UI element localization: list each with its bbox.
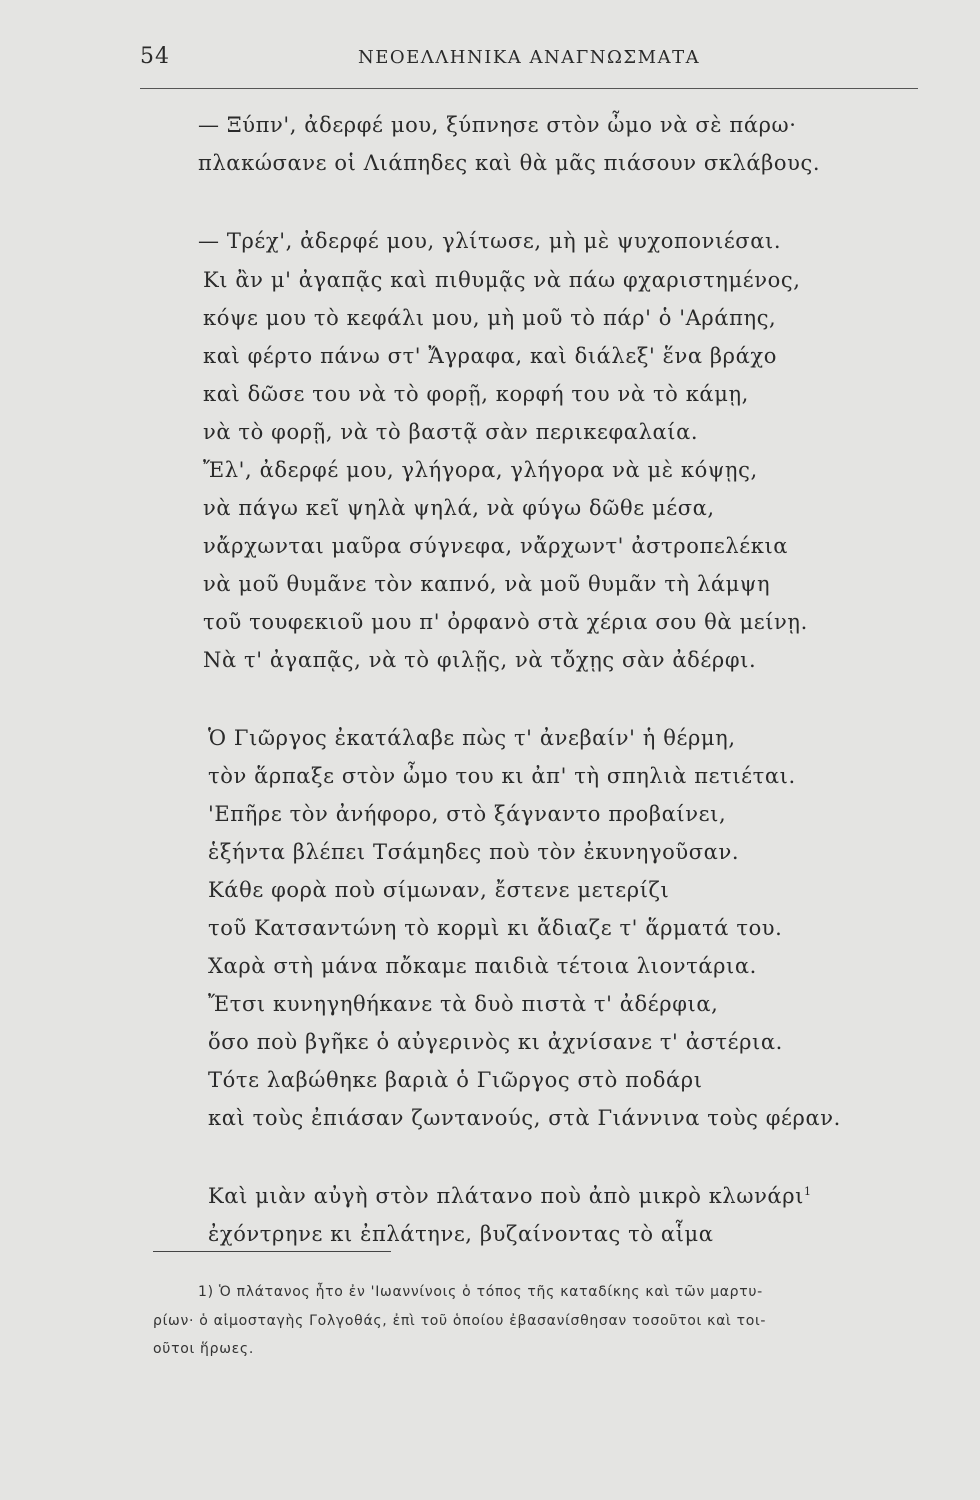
verse-line: Κι ἂν μ' ἀγαπᾷς καὶ πιθυμᾷς νὰ πάω φχαριστημένος,	[203, 268, 801, 292]
footnote-marker: 1	[804, 1185, 812, 1198]
page-header	[140, 44, 920, 78]
verse-line: Ὁ Γιῶργος ἐκατάλαβε πὼς τ' ἀνεβαίν' ἡ θέρμη,	[208, 726, 736, 750]
verse-line: Ἔλ', ἀδερφέ μου, γλήγορα, γλήγορα νὰ μὲ κόψῃς,	[203, 458, 758, 482]
verse-line: νἄρχωνται μαῦρα σύγνεφα, νἄρχωντ' ἀστροπελέκια	[203, 534, 789, 558]
verse-line: Κάθε φορὰ ποὺ σίμωναν, ἔστενε μετερίζι	[208, 878, 670, 902]
verse-line: καὶ τοὺς ἐπιάσαν ζωντανούς, στὰ Γιάννινα τοὺς φέραν.	[208, 1106, 841, 1130]
verse-line: Ἔτσι κυνηγηθήκανε τὰ δυὸ πιστὰ τ' ἀδέρφια,	[208, 992, 719, 1016]
verse-line: τοῦ Κατσαντώνη τὸ κορμὶ κι ἄδιαζε τ' ἅρματά του.	[208, 916, 783, 940]
verse-line: καὶ φέρτο πάνω στ' Ἄγραφα, καὶ διάλεξ' ἕνα βράχο	[203, 344, 777, 368]
verse-line	[208, 1186, 812, 1207]
verse-line: ἑξήντα βλέπει Τσάμηδες ποὺ τὸν ἐκυνηγοῦσαν.	[208, 840, 740, 864]
verse-line: Νὰ τ' ἀγαπᾷς, νὰ τὸ φιλῇς, νὰ τὄχῃς σὰν ἀδέρφι.	[203, 648, 757, 672]
verse-line: ὅσο ποὺ βγῆκε ὁ αὐγερινὸς κι ἀχνίσανε τ' ἀστέρια.	[208, 1030, 783, 1054]
verse-line: πλακώσανε οἱ Λιάπηδες καὶ θὰ μᾶς πιάσουν σκλάβους.	[198, 151, 821, 175]
footnote-line: ρίων· ὁ αἱμοσταγὴς Γολγοθάς, ἐπὶ τοῦ ὁποίου ἐβασανίσθησαν τοσοῦτοι καὶ τοι-	[153, 1313, 767, 1329]
verse-line: ἐχόντρηνε κι ἐπλάτηνε, βυζαίνοντας τὸ αἷμα	[208, 1222, 714, 1246]
verse-line: κόψε μου τὸ κεφάλι μου, μὴ μοῦ τὸ πάρ' ὁ 'Αράπης,	[203, 306, 777, 330]
footnote-line: 1) Ὁ πλάτανος ἦτο ἐν 'Ιωαννίνοις ὁ τόπος τῆς καταδίκης καὶ τῶν μαρτυ-	[198, 1284, 763, 1300]
verse-line: — Τρέχ', ἀδερφέ μου, γλίτωσε, μὴ μὲ ψυχοπονιέσαι.	[198, 229, 782, 253]
verse-line: Τότε λαβώθηκε βαριὰ ὁ Γιῶργος στὸ ποδάρι	[208, 1068, 703, 1092]
verse-line: καὶ δῶσε του νὰ τὸ φορῇ, κορφή του νὰ τὸ κάμῃ,	[203, 382, 749, 406]
verse-line: τὸν ἅρπαξε στὸν ὦμο του κι ἀπ' τὴ σπηλιὰ πετιέται.	[208, 764, 796, 788]
verse-line-text: Καὶ μιὰν αὐγὴ στὸν πλάτανο ποὺ ἀπὸ μικρὸ κλωνάρι	[208, 1184, 804, 1208]
verse-line: τοῦ τουφεκιοῦ μου π' ὀρφανὸ στὰ χέρια σου θὰ μείνῃ.	[203, 610, 808, 634]
verse-line: νὰ μοῦ θυμᾶνε τὸν καπνό, νὰ μοῦ θυμᾶν τὴ λάμψη	[203, 572, 771, 596]
verse-line: νὰ πάγω κεῖ ψηλὰ ψηλά, νὰ φύγω δῶθε μέσα,	[203, 496, 715, 520]
verse-line: νὰ τὸ φορῇ, νὰ τὸ βαστᾷ σὰν περικεφαλαία.	[203, 420, 699, 444]
running-title: ΝΕΟΕΛΛΗΝΙΚΑ ΑΝΑΓΝΩΣΜΑΤΑ	[358, 47, 701, 68]
verse-line: — Ξύπν', ἀδερφέ μου, ξύπνησε στὸν ὦμο νὰ σὲ πάρω·	[198, 113, 797, 137]
header-rule	[140, 88, 918, 89]
verse-line: Χαρὰ στὴ μάνα πὄκαμε παιδιὰ τέτοια λιοντάρια.	[208, 954, 757, 978]
page-number: 54	[140, 44, 170, 69]
footnote-line: οῦτοι ἥρωες.	[153, 1341, 254, 1357]
verse-line: 'Επῆρε τὸν ἀνήφορο, στὸ ξάγναντο προβαίνει,	[208, 802, 727, 826]
footnote-rule	[153, 1251, 391, 1252]
